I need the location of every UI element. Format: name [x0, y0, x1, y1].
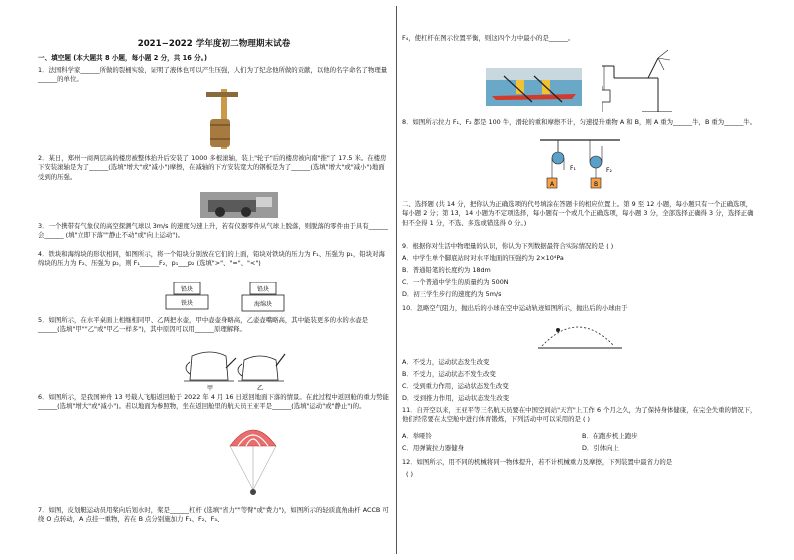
question-9-option-d: D．初三学生步行的速度约为 5m/s: [402, 290, 502, 298]
question-11-option-b: B．在跑步机上跑步: [582, 432, 638, 440]
question-5: 5．如图所示，在水平桌面上相继相同甲、乙两把水壶，甲中壶壶身略高，乙壶壶嘴略高，其中能装更多的水的水壶是______(选填"甲""乙"或"甲乙一样多")，其中原因可以用______原理解释。: [38, 316, 368, 334]
column-divider: [396, 6, 397, 554]
lead-label-1: 铅块: [180, 286, 194, 293]
pulley-a-label: A: [549, 181, 555, 188]
question-11-option-a: A．举哑铃: [402, 432, 432, 440]
parachute-figure: [228, 420, 278, 500]
bent-lever-figure: [602, 46, 672, 112]
question-11-option-c: C．用弹簧拉力器健身: [402, 444, 464, 452]
lead-blocks-figure: [162, 282, 292, 314]
pulleys-figure: [540, 138, 620, 198]
question-9-option-a: A．中学生单个脚底站时对水平地面的压强约为 2×10⁴Pa: [402, 254, 564, 262]
projectile-figure: [538, 318, 622, 352]
question-2: 2．某日，郑州一商两层高的楼房被整体抬升后安装了 1000 多根滚轴，装上"轮子"后的楼房被向南"推"了 17.5 米。在楼房下安装滚轴是为了______(选填"增大"或"减小")摩擦，在减轴的下方安装宽大的钢板是为了______(选填"增大"或"减小")地面受到的压强。: [38, 154, 387, 181]
question-7: 7．如图，皮划艇运动员用桨向后划水时，桨是______杠杆 (选填"省力""等臂"或"费力")，如图所示的轻质直角曲杆 ACCB 可绕 O 点转动，A 点挂一重物，若在 B 点分别施加力 F₁、F₂、F₃、: [38, 506, 389, 524]
kettle-yi-label: 乙: [256, 385, 264, 392]
question-7-continued: F₄，使杠杆在图示位置平衡，则这四个力中最小的是______。: [402, 34, 575, 42]
question-10-option-d: D．受到推力作用，运动状态发生改变: [402, 394, 510, 402]
question-9-option-b: B．普通铅笔的长度约为 18dm: [402, 266, 491, 274]
question-10-option-b: B．不受力，运动状态不发生改变: [402, 370, 496, 378]
kayak-photo: [486, 68, 582, 106]
kettle-jia-label: 甲: [206, 385, 214, 392]
question-1: 1．法国科学家______所做的裂桶实验，证明了液体也可以产生压强，人们为了纪念他所做的贡献，以他的名字命名了物理量______的单位。: [38, 66, 388, 84]
section1-heading: 一、填空题 (本大题共 8 小题，每小题 2 分，共 16 分。): [38, 54, 208, 62]
iron-label: 铁块: [180, 300, 194, 307]
right-column: [402, 0, 758, 560]
sponge-label: 海绵块: [253, 301, 273, 308]
barrel-experiment-figure: [206, 89, 242, 149]
question-11-option-d: D．引体向上: [582, 444, 619, 452]
question-10-option-c: C．受到重力作用，运动状态发生改变: [402, 382, 509, 390]
weather-balloon-figure: [200, 192, 278, 218]
question-12-answer-blank: ( ): [406, 470, 414, 478]
question-11: 11．自开空以来，王亚平等三名航天员要在中国空间站"天宫"上工作 6 个月之久，为了保持身体健康，在完全失重的情况下，他们经常要在太空舱中进行体育锻炼，下列活动中可以采用的是 ( ): [402, 406, 757, 424]
question-8: 8．如图所示拉力 F₁、F₂ 都是 100 牛，滑轮的重和摩擦不计，匀速提升重物 A 和 B，则 A 重为______牛，B 重为______牛。: [402, 118, 757, 126]
question-6: 6．如图所示，是我国神舟 13 号载人飞船返回舱于 2022 年 4 月 16 日返回地面下落的情景。在此过程中返回舱的重力势能______(选填"增大"或"减小")。若以地面为参照物，坐在返回舱里的航天员王亚平是______(选填"运动"或"静止")的。: [38, 393, 389, 411]
question-12: 12．如图所示，用不同的机械将同一物体提升，若不计机械重力及摩擦，下列装置中最省力的是: [402, 458, 673, 466]
question-3: 3．一个携带有气象仪的高空探测气球以 3m/s 的速度匀速上升，若有仪器零件从气球上脱落，则脱落的零件由于具有______会______ (填"立即下落""静止不动"或"向上运动")。: [38, 222, 388, 240]
question-9-option-c: C．一个普通中学生的质量约为 500N: [402, 278, 509, 286]
question-10: 10．忽略空气阻力，抛出后的小球在空中运动轨迹如图所示，抛出后的小球由于: [402, 304, 628, 312]
question-4: 4．铁块和海绵块的形状相同，如图所示，将一个铅块分别放在它们的上面，铅块对铁块的压力为 F₁、压强为 p₁，铅块对海绵块的压力为 F₂、压强为 p₂，则 F₁______F₂，p₁___p₂ (选填">"、"="、"<"): [38, 250, 385, 268]
force-f2-label: F₂: [606, 167, 612, 174]
force-f1-label: F₁: [570, 165, 576, 172]
section2-heading: 二、选择题 (共 14 分，把你认为正确选项的代号填涂在答题卡的相应位置上。第 9 至 12 小题，每小题只有一个正确选项，每小题 2 分；第 13，14 小题为不定项选择，每小题有一个或几个正确选项，每小题 3 分，全部选择正确得 3 分，选择正确但不全得 1 分，不选、多选或错选得 0 分。): [402, 200, 754, 227]
question-10-option-a: A．不受力，运动状态发生改变: [402, 358, 490, 366]
question-9: 9．根据你对生活中物理量的认识，你认为下列数据最符合实际情况的是 ( ): [402, 242, 614, 250]
exam-title: 2021−2022 学年度初二物理期末试卷: [137, 39, 291, 49]
left-column: [38, 0, 390, 560]
lead-label-2: 铅块: [256, 286, 270, 293]
pulley-b-label: B: [593, 181, 599, 188]
kettles-figure: [182, 342, 286, 392]
